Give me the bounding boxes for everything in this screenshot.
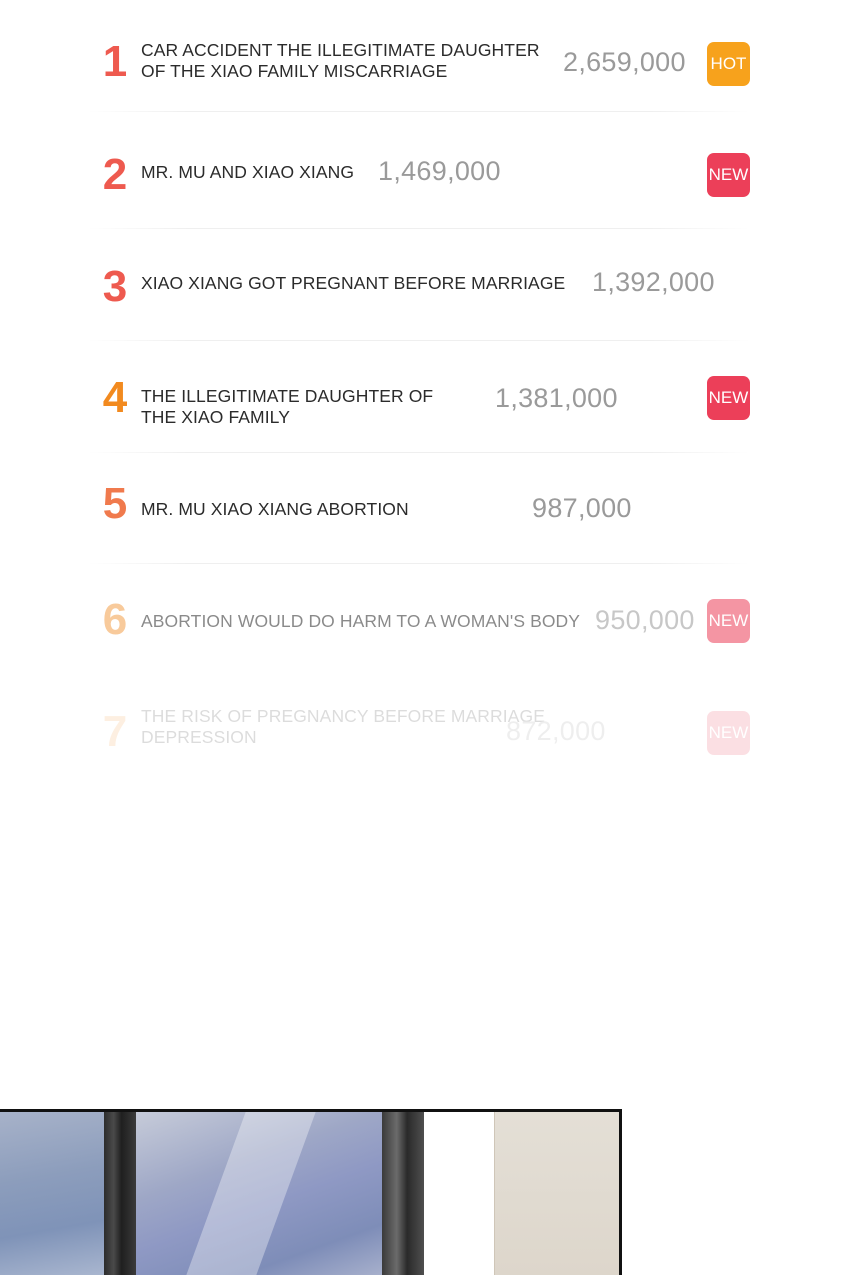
trending-title	[141, 499, 409, 520]
trending-title	[141, 706, 545, 748]
wall-panel	[494, 1112, 620, 1275]
view-count: 872,000	[506, 716, 606, 746]
window-frame	[382, 1112, 424, 1275]
trending-item-7[interactable]	[88, 676, 750, 788]
trending-title	[141, 611, 580, 632]
trending-item-3[interactable]	[88, 229, 750, 341]
title-line: OF THE XIAO FAMILY MISCARRIAGE	[141, 61, 448, 81]
view-count: 987,000	[532, 493, 632, 523]
rank-number: 1	[102, 37, 128, 86]
divider	[88, 111, 750, 112]
title-line: DEPRESSION	[141, 727, 257, 747]
window-frame	[104, 1112, 136, 1275]
window-glass-left	[0, 1112, 104, 1275]
rank-number: 4	[102, 373, 128, 422]
title-line: MR. MU AND XIAO XIANG	[141, 162, 355, 182]
trending-item-5[interactable]	[88, 452, 750, 564]
view-count: 950,000	[595, 605, 695, 635]
trending-item-6[interactable]	[88, 564, 750, 676]
rank-number: 3	[102, 262, 128, 311]
rank-number: 2	[102, 150, 128, 199]
trending-item-2[interactable]	[88, 117, 750, 229]
title-line: CAR ACCIDENT THE ILLEGITIMATE DAUGHTER	[141, 40, 540, 60]
trending-title	[141, 386, 433, 428]
trending-item-4[interactable]	[88, 341, 750, 453]
window-light	[424, 1112, 494, 1275]
title-line: MR. MU XIAO XIANG ABORTION	[141, 499, 409, 519]
new-badge: NEW	[707, 153, 750, 197]
rank-number: 5	[102, 479, 128, 528]
new-badge: NEW	[707, 711, 750, 755]
title-line: THE RISK OF PREGNANCY BEFORE MARRIAGE	[141, 706, 545, 726]
trending-item-1[interactable]	[88, 0, 750, 112]
rank-number: 6	[102, 595, 128, 644]
title-line: XIAO XIANG GOT PREGNANT BEFORE MARRIAGE	[141, 273, 566, 293]
new-badge: NEW	[707, 376, 750, 420]
window-glass-center	[136, 1112, 382, 1275]
view-count: 1,381,000	[495, 383, 618, 413]
trending-title	[141, 40, 540, 82]
title-line: ABORTION WOULD DO HARM TO A WOMAN'S BODY	[141, 611, 581, 631]
new-badge: NEW	[707, 599, 750, 643]
title-line: THE XIAO FAMILY	[141, 407, 290, 427]
trending-title	[141, 273, 565, 294]
trending-title	[141, 162, 354, 183]
view-count: 2,659,000	[563, 47, 686, 77]
hot-badge: HOT	[707, 42, 750, 86]
view-count: 1,392,000	[592, 267, 715, 297]
view-count: 1,469,000	[378, 156, 501, 186]
rank-number: 7	[102, 707, 128, 756]
comic-panel-window-scene	[0, 1109, 622, 1275]
title-line: THE ILLEGITIMATE DAUGHTER OF	[141, 386, 434, 406]
